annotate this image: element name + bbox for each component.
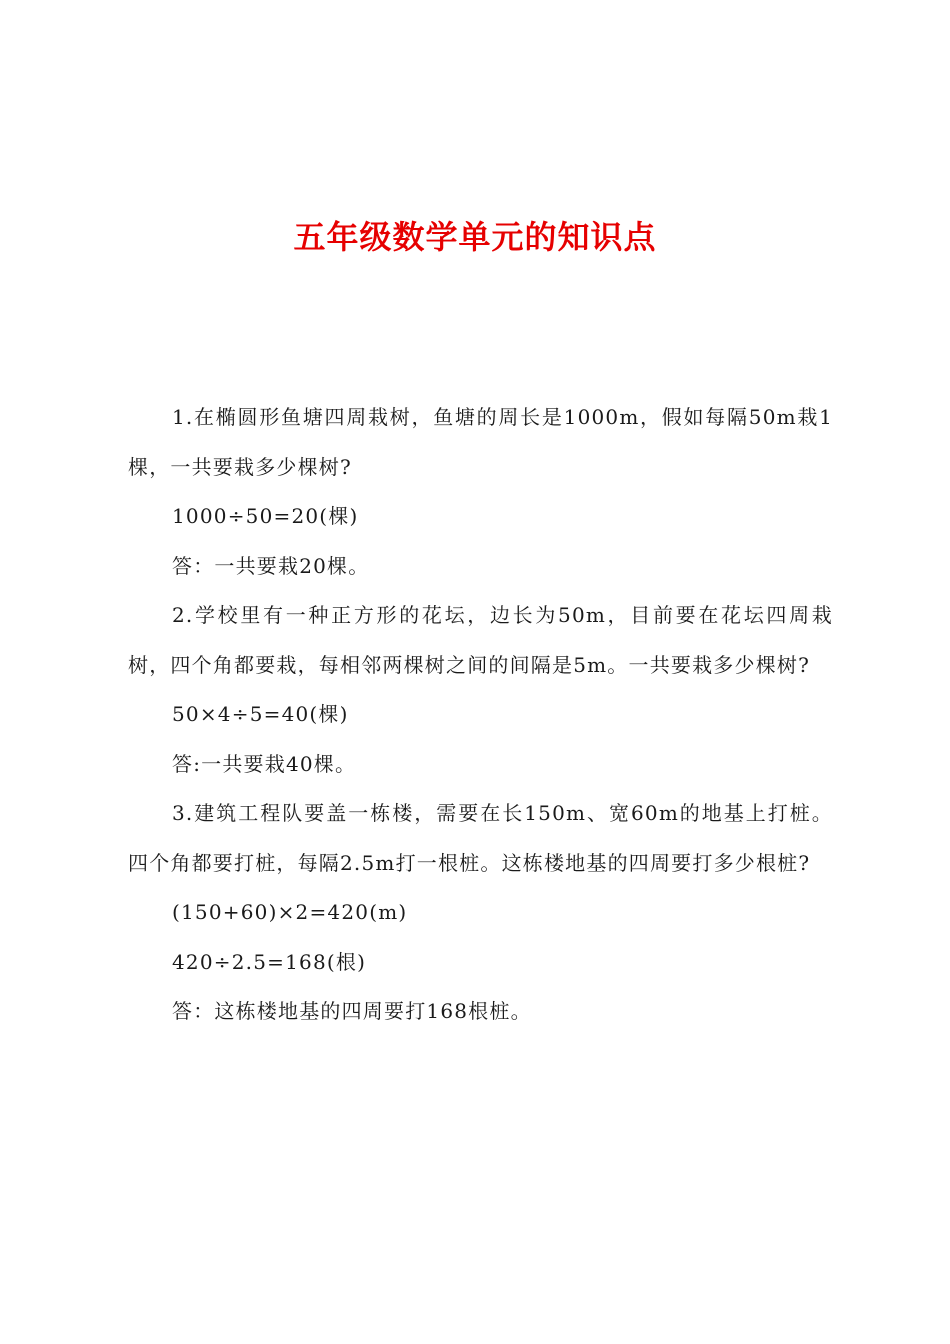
problem-2-step-1: 50×4÷5=40(棵) [172, 702, 349, 726]
problem-3-answer: 答：这栋楼地基的四周要打168根桩。 [172, 999, 532, 1023]
problem-3-step-1: (150+60)×2=420(m) [172, 900, 408, 924]
problem-3-question: 3.建筑工程队要盖一栋楼，需要在长150m、宽60m的地基上打桩。四个角都要打桩，每隔2.5m打一根桩。这栋楼地基的四周要打多少根桩? [128, 801, 833, 875]
problem-3-step-2: 420÷2.5=168(根) [172, 949, 367, 974]
document-title: 五年级数学单元的知识点 [293, 218, 657, 256]
document-body [128, 393, 833, 1037]
problem-1-question: 1.在椭圆形鱼塘四周栽树，鱼塘的周长是1000m，假如每隔50m栽1棵，一共要栽多少棵树? [128, 405, 833, 479]
problem-1-answer: 答：一共要栽20棵。 [172, 553, 370, 578]
problem-2-answer: 答:一共要栽40棵。 [172, 751, 357, 776]
problem-2-question: 2.学校里有一种正方形的花坛，边长为50m，目前要在花坛四周栽树，四个角都要栽，每相邻两棵树之间的间隔是5m。一共要栽多少棵树? [128, 603, 833, 677]
problem-1-step-1: 1000÷50=20(棵) [172, 504, 359, 528]
